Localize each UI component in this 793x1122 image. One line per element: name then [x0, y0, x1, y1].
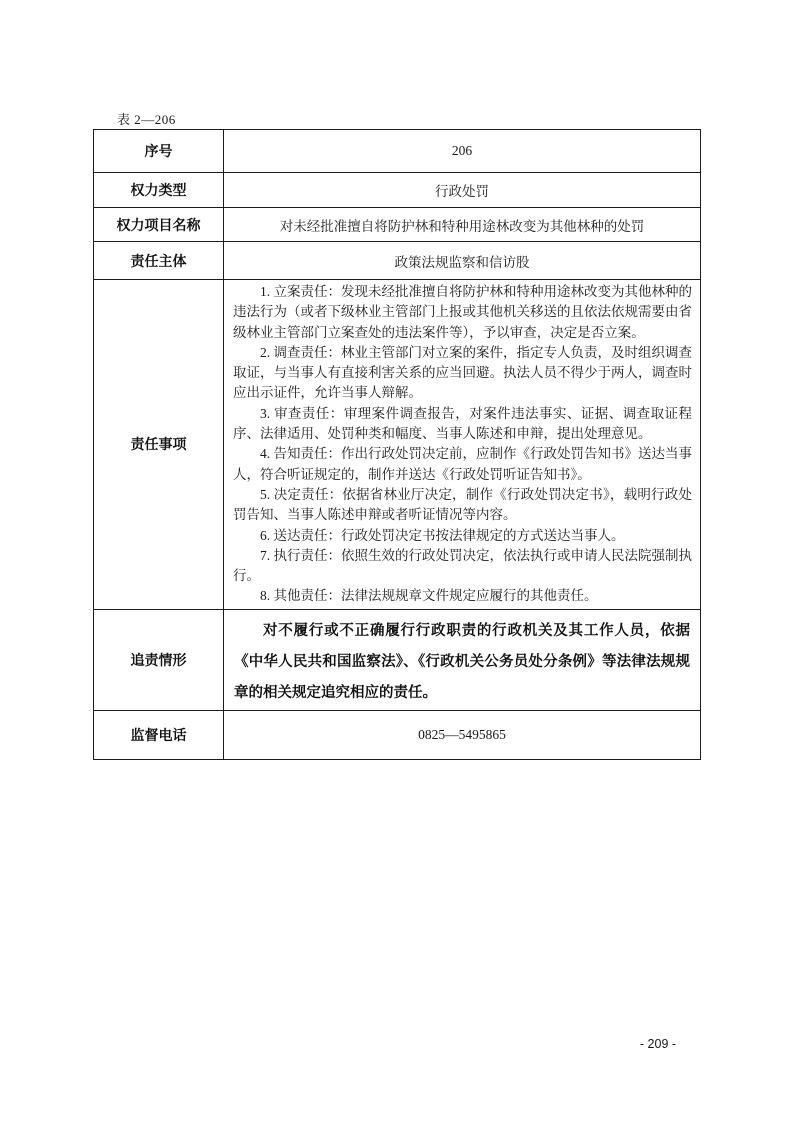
responsibility-item-4: 4. 告知责任：作出行政处罚决定前，应制作《行政处罚告知书》送达当事人，符合听证规定的，制作并送达《行政处罚听证告知书》。 — [233, 446, 692, 482]
serial-number-value: 206 — [224, 130, 701, 173]
responsibility-items-value — [224, 280, 701, 610]
supervision-phone-label: 监督电话 — [94, 710, 224, 759]
power-responsibility-table — [93, 129, 701, 760]
table-row-responsible-entity — [94, 242, 701, 280]
responsibility-item-5: 5. 决定责任：依据省林业厅决定，制作《行政处罚决定书》，载明行政处罚告知、当事人陈述申辩或者听证情况等内容。 — [233, 486, 692, 523]
accountability-label: 追责情形 — [94, 609, 224, 710]
table-row-serial-number — [94, 130, 701, 173]
responsibility-item-7: 7. 执行责任：依照生效的行政处罚决定，依法执行或申请人民法院强制执行。 — [233, 547, 692, 584]
table-row-accountability — [94, 609, 701, 710]
table-row-supervision-phone — [94, 710, 701, 759]
power-item-name-label: 权力项目名称 — [94, 208, 224, 242]
responsible-entity-value: 政策法规监察和信访股 — [224, 242, 701, 280]
table-row-power-item-name — [94, 208, 701, 242]
power-item-name-value: 对未经批准擅自将防护林和特种用途林改变为其他林种的处罚 — [224, 208, 701, 242]
serial-number-label: 序号 — [94, 130, 224, 173]
power-type-label: 权力类型 — [94, 173, 224, 208]
responsibility-items-label: 责任事项 — [94, 280, 224, 610]
responsibility-item-8: 8. 其他责任：法律法规规章文件规定应履行的其他责任。 — [260, 588, 598, 604]
page-number: - 209 - — [639, 1037, 677, 1051]
accountability-value — [224, 609, 701, 710]
table-row-responsibility-items — [94, 280, 701, 610]
responsible-entity-label: 责任主体 — [94, 242, 224, 280]
table-row-power-type — [94, 173, 701, 208]
responsibility-item-3: 3. 审查责任：审理案件调查报告，对案件违法事实、证据、调查取证程序、法律适用、处罚种类和幅度、当事人陈述和申辩，提出处理意见。 — [233, 405, 692, 442]
responsibility-item-2: 2. 调查责任：林业主管部门对立案的案件，指定专人负责，及时组织调查取证，与当事人有直接利害关系的应当回避。执法人员不得少于两人，调查时应出示证件，允许当事人辩解。 — [233, 344, 692, 401]
table-caption: 表 2—206 — [117, 112, 176, 127]
accountability-text: 对不履行或不正确履行行政职责的行政机关及其工作人员，依据《中华人民共和国监察法》、《行政机关公务员处分条例》等法律法规规章的相关规定追究相应的责任。 — [234, 623, 690, 702]
supervision-phone-value: 0825—5495865 — [224, 710, 701, 759]
power-type-value: 行政处罚 — [224, 173, 701, 208]
responsibility-item-1: 1. 立案责任：发现未经批准擅自将防护林和特种用途林改变为其他林种的违法行为（或者下级林业主管部门上报或其他机关移送的且依法依规需要由省级林业主管部门立案查处的违法案件等），予以审查，决定是否立案。 — [233, 284, 692, 340]
responsibility-item-6: 6. 送达责任：行政处罚决定书按法律规定的方式送达当事人。 — [260, 527, 625, 543]
